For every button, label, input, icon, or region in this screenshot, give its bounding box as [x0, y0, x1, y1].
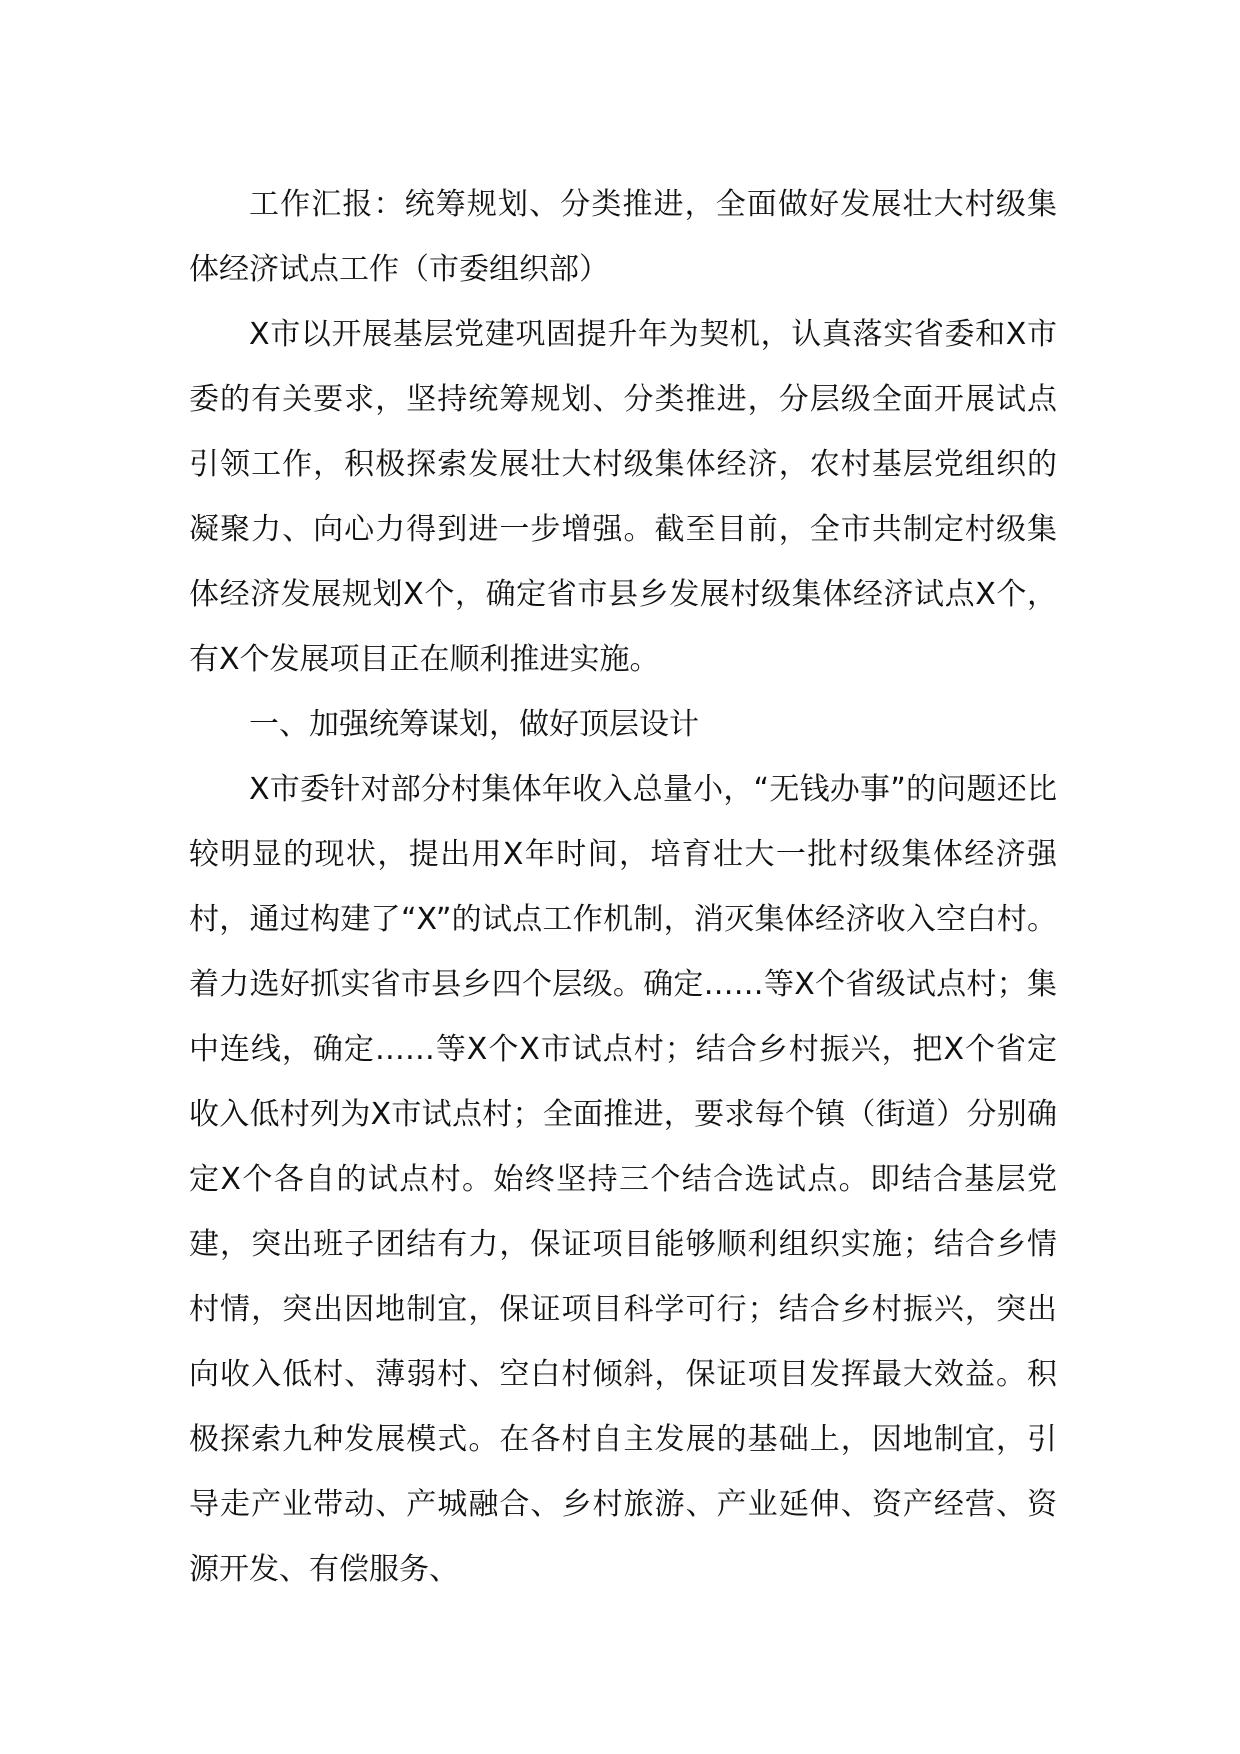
paragraph-intro: X市以开展基层党建巩固提升年为契机，认真落实省委和X市委的有关要求，坚持统筹规划、分类推进，分层级全面开展试点引领工作，积极探索发展壮大村级集体经济，农村基层党组织的凝聚力、向心力得到进一步增强。截至目前，全市共制定村级集体经济发展规划X个，确定省市县乡发展村级集体经济试点X个，有X个发展项目正在顺利推进实施。 — [189, 317, 1057, 677]
paragraph-section-1: X市委针对部分村集体年收入总量小，“无钱办事”的问题还比较明显的现状，提出用X年时间，培育壮大一批村级集体经济强村，通过构建了“X”的试点工作机制，消灭集体经济收入空白村。着力选好抓实省市县乡四个层级。确定……等X个省级试点村；集中连线，确定……等X个X市试点村；结合乡村振兴，把X个省定收入低村列为X市试点村；全面推进，要求每个镇（街道）分别确定X个各自的试点村。始终坚持三个结合选试点。即结合基层党建，突出班子团结有力，保证项目能够顺利组织实施；结合乡情村情，突出因地制宜，保证项目科学可行；结合乡村振兴，突出向收入低村、薄弱村、空白村倾斜，保证项目发挥最大效益。积极探索九种发展模式。在各村自主发展的基础上，因地制宜，引导走产业带动、产城融合、乡村旅游、产业延伸、资产经营、资源开发、有偿服务、 — [189, 772, 1057, 1587]
document-title: 工作汇报：统筹规划、分类推进，全面做好发展壮大村级集体经济试点工作（市委组织部） — [189, 187, 1057, 287]
document-body — [189, 172, 1057, 1602]
section-heading-1: 一、加强统筹谋划，做好顶层设计 — [249, 707, 699, 742]
